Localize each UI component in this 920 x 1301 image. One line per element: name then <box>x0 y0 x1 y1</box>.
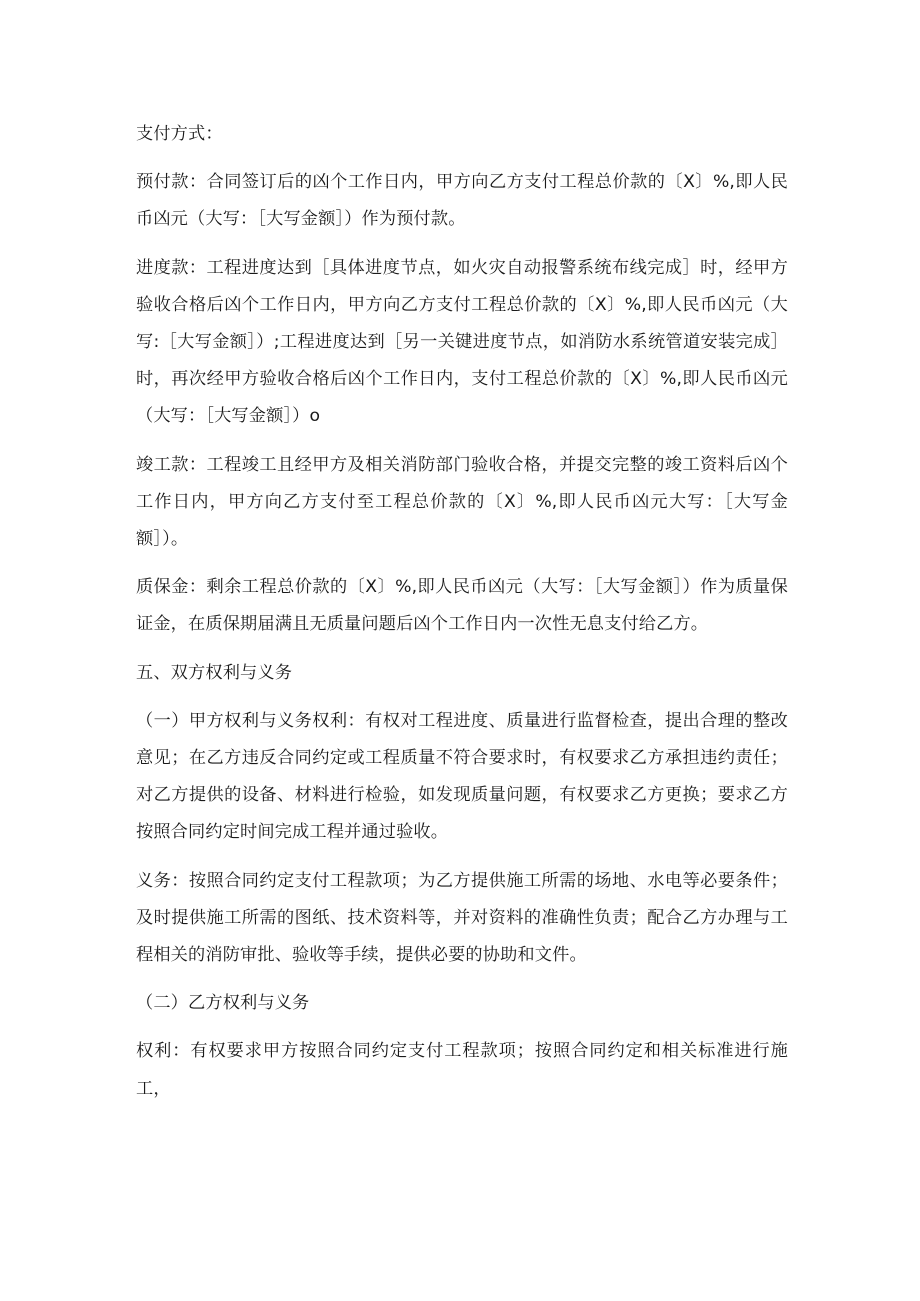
advance-payment-paragraph: 预付款：合同签订后的凶个工作日内，甲方向乙方支付工程总价款的〔X〕%,即人民币凶元（大写：［大写金额］）作为预付款。 <box>136 172 788 230</box>
warranty-deposit-paragraph: 质保金：剩余工程总价款的〔X〕%,即人民币凶元（大写：［大写金额］）作为质量保证金，在质保期届满且无质量问题后凶个工作日内一次性无息支付给乙方。 <box>136 577 788 635</box>
completion-payment-paragraph: 竣工款：工程竣工且经甲方及相关消防部门验收合格，并提交完整的竣工资料后凶个工作日内，甲方向乙方支付至工程总价款的〔X〕%,即人民币凶元大写：［大写金额］）。 <box>136 454 788 550</box>
section-five-heading: 五、双方权利与义务 <box>136 662 293 683</box>
party-a-obligations-paragraph: 义务：按照合同约定支付工程款项；为乙方提供施工所需的场地、水电等必要条件；及时提供施工所需的图纸、技术资料等，并对资料的准确性负责；配合乙方办理与工程相关的消防审批、验收等手续，提供必要的协助和文件。 <box>136 870 788 966</box>
party-b-rights-paragraph: 权利：有权要求甲方按照合同约定支付工程款项；按照合同约定和相关标准进行施工， <box>136 1041 788 1099</box>
document-page <box>136 116 788 1119</box>
progress-payment-paragraph: 进度款：工程进度达到［具体进度节点，如火灾自动报警系统布线完成］时，经甲方验收合格后凶个工作日内，甲方向乙方支付工程总价款的〔X〕%,即人民币凶元（大写:［大写金额］）;工程进度达到［另一关键进度节点，如消防水系统管道安装完成］时，再次经甲方验收合格后凶个工作日内，支付工程总价款的〔X〕%,即人民币凶元（大写：［大写金额］）o <box>136 257 788 427</box>
payment-method-heading: 支付方式： <box>136 124 223 144</box>
party-a-rights-paragraph: （一）甲方权利与义务权利：有权对工程进度、质量进行监督检查，提出合理的整改意见；在乙方违反合同约定或工程质量不符合要求时，有权要求乙方承担违约责任；对乙方提供的设备、材料进行检验，如发现质量问题，有权要求乙方更换；要求乙方按照合同约定时间完成工程并通过验收。 <box>136 710 788 843</box>
party-b-heading: （二）乙方权利与义务 <box>136 993 310 1014</box>
